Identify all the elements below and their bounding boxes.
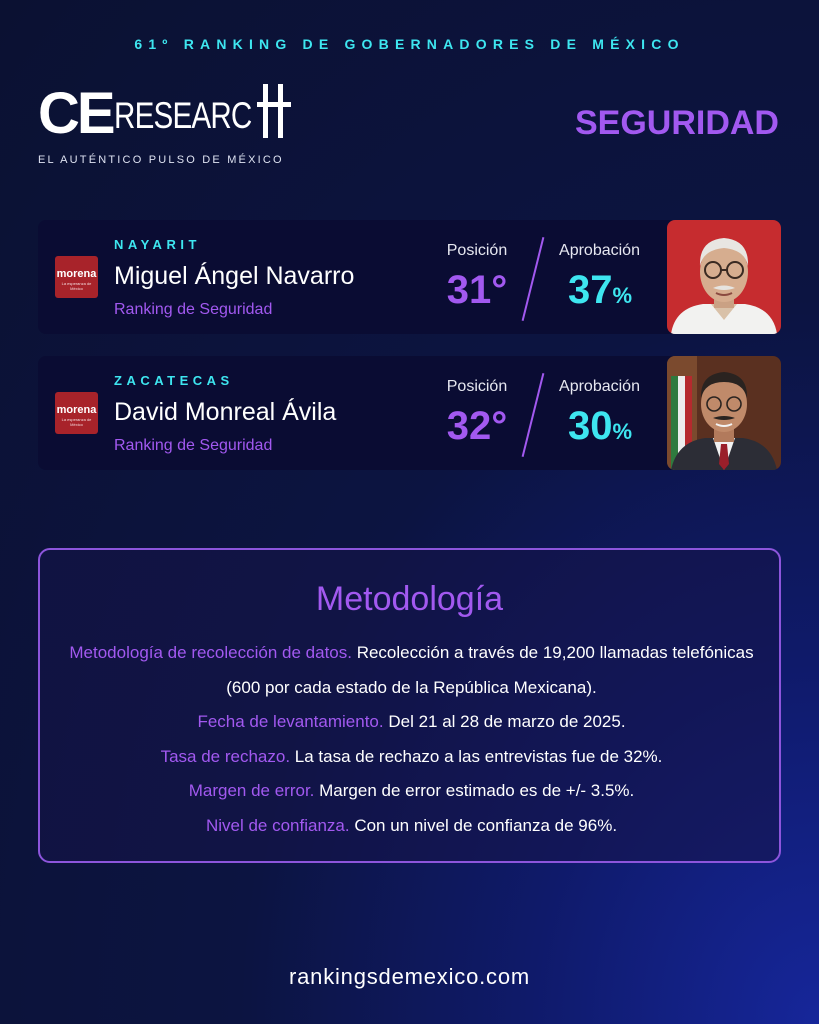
approval-label: Aprobación xyxy=(559,378,640,395)
ranking-subtitle: Ranking de Seguridad xyxy=(114,301,273,318)
methodology-text: La tasa de rechazo a las entrevistas fue de 32%. xyxy=(294,746,663,766)
methodology-text: Margen de error estimado es de +/- 3.5%. xyxy=(319,781,635,800)
position-label: Posición xyxy=(446,242,508,259)
approval-value xyxy=(550,268,650,313)
approval-number: 37 xyxy=(567,268,613,312)
governor-name: Miguel Ángel Navarro xyxy=(114,262,355,290)
party-slogan: La esperanza de México xyxy=(61,281,92,291)
state-name: ZACATECAS xyxy=(114,373,234,388)
party-name: morena xyxy=(56,268,97,280)
party-name: morena xyxy=(56,404,97,416)
logo-ce-text: CE xyxy=(38,81,113,146)
stat-divider xyxy=(522,237,545,321)
approval-number: 30 xyxy=(567,404,613,448)
methodology-label: Metodología de recolección de datos. xyxy=(69,643,352,662)
approval-unit: % xyxy=(612,419,633,444)
governor-photo xyxy=(667,356,781,470)
approval-unit: % xyxy=(612,283,633,308)
methodology-label: Nivel de confianza. xyxy=(205,815,350,835)
morena-party-logo xyxy=(55,392,98,434)
stat-divider xyxy=(522,373,545,457)
approval-label: Aprobación xyxy=(559,242,640,259)
governor-card-nayarit xyxy=(38,220,781,334)
methodology-title: Metodología xyxy=(315,580,504,618)
logo-research-text: RESEARC xyxy=(114,95,252,136)
ce-research-logo xyxy=(38,81,284,172)
section-title: SEGURIDAD xyxy=(574,104,779,142)
logo-hash-mark xyxy=(257,84,293,138)
methodology-text: Del 21 al 28 de marzo de 2025. xyxy=(388,712,626,731)
position-value: 32° xyxy=(446,404,508,448)
methodology-text: Con un nivel de confianza de 96%. xyxy=(354,815,618,835)
logo-tagline: EL AUTÉNTICO PULSO DE MÉXICO xyxy=(38,154,284,166)
state-name: NAYARIT xyxy=(114,237,201,252)
governor-photo xyxy=(667,220,781,334)
position-value: 31° xyxy=(446,268,508,312)
footer-url: rankingsdemexico.com xyxy=(289,964,530,989)
ranking-title: 61º RANKING DE GOBERNADORES DE MÉXICO xyxy=(134,36,685,52)
methodology-text: Recolección a través de 19,200 llamadas telefónicas (600 por cada estado de la República Mexicana). xyxy=(226,643,754,697)
governor-name: David Monreal Ávila xyxy=(114,398,337,426)
morena-party-logo xyxy=(55,256,98,298)
methodology-body xyxy=(60,636,763,843)
methodology-label: Tasa de rechazo. xyxy=(160,746,291,766)
methodology-panel xyxy=(38,548,781,863)
methodology-label: Margen de error. xyxy=(188,781,315,800)
position-label: Posición xyxy=(446,378,508,395)
party-slogan: La esperanza de México xyxy=(61,417,92,427)
approval-value xyxy=(550,404,650,449)
methodology-label: Fecha de levantamiento. xyxy=(197,712,384,731)
ranking-subtitle: Ranking de Seguridad xyxy=(114,437,273,454)
governor-card-zacatecas xyxy=(38,356,781,470)
